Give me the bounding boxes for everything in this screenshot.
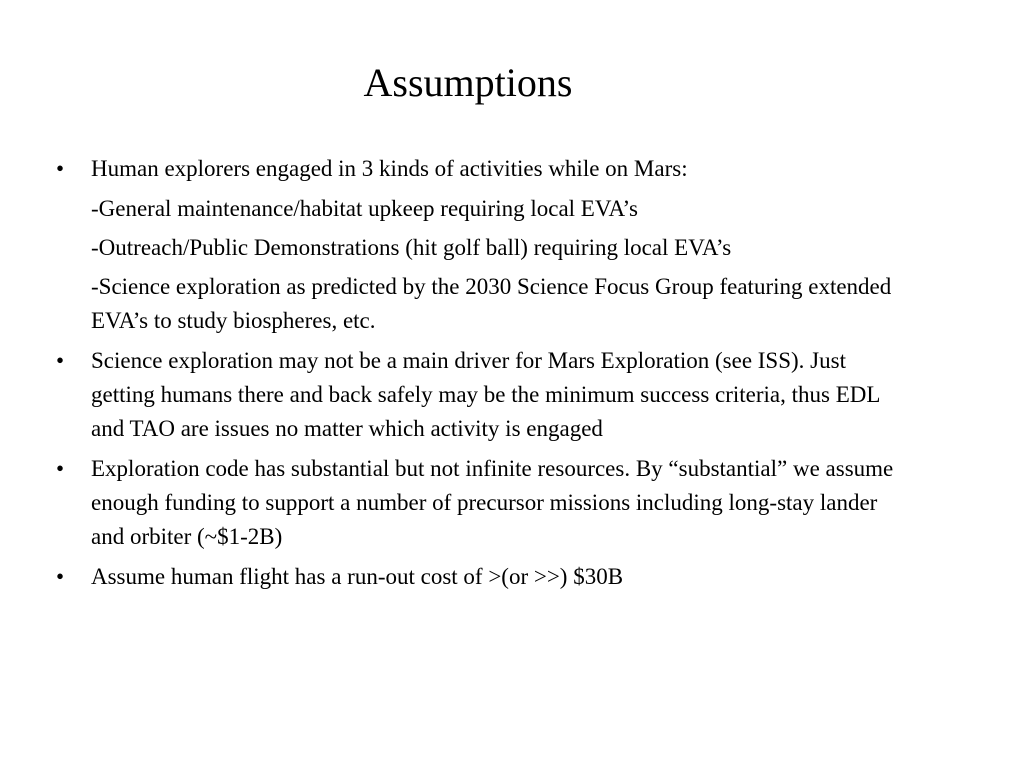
bullet-item (52, 152, 912, 338)
bullet-item (52, 560, 912, 594)
bullet-marker: • (56, 456, 65, 481)
bullet-marker: • (56, 156, 65, 181)
bullet-marker: • (56, 564, 65, 589)
sub-line: -Science exploration as predicted by the 2030 Science Focus Group featuring extended EVA’s to study biospheres, etc. (91, 274, 892, 333)
bullet-text: Science exploration may not be a main driver for Mars Exploration (see ISS). Just getting humans there and back safely may be the minimum success criteria, thus EDL and TAO are issues no matter which activity is engaged (91, 348, 880, 441)
sub-line: -Outreach/Public Demonstrations (hit golf ball) requiring local EVA’s (91, 235, 732, 260)
bullet-text: Assume human flight has a run-out cost of >(or >>) $30B (91, 564, 624, 589)
slide-title: Assumptions (363, 60, 573, 105)
bullet-marker: • (56, 348, 65, 373)
bullet-item (52, 452, 912, 554)
bullet-text: Exploration code has substantial but not infinite resources. By “substantial” we assume enough funding to support a number of precursor missions including long-stay lander and orbiter (~$1-2B) (91, 456, 894, 549)
sub-line: -General maintenance/habitat upkeep requiring local EVA’s (91, 196, 638, 221)
bullet-list (52, 152, 912, 600)
bullet-item (52, 344, 912, 446)
bullet-text: Human explorers engaged in 3 kinds of activities while on Mars: (91, 156, 688, 181)
